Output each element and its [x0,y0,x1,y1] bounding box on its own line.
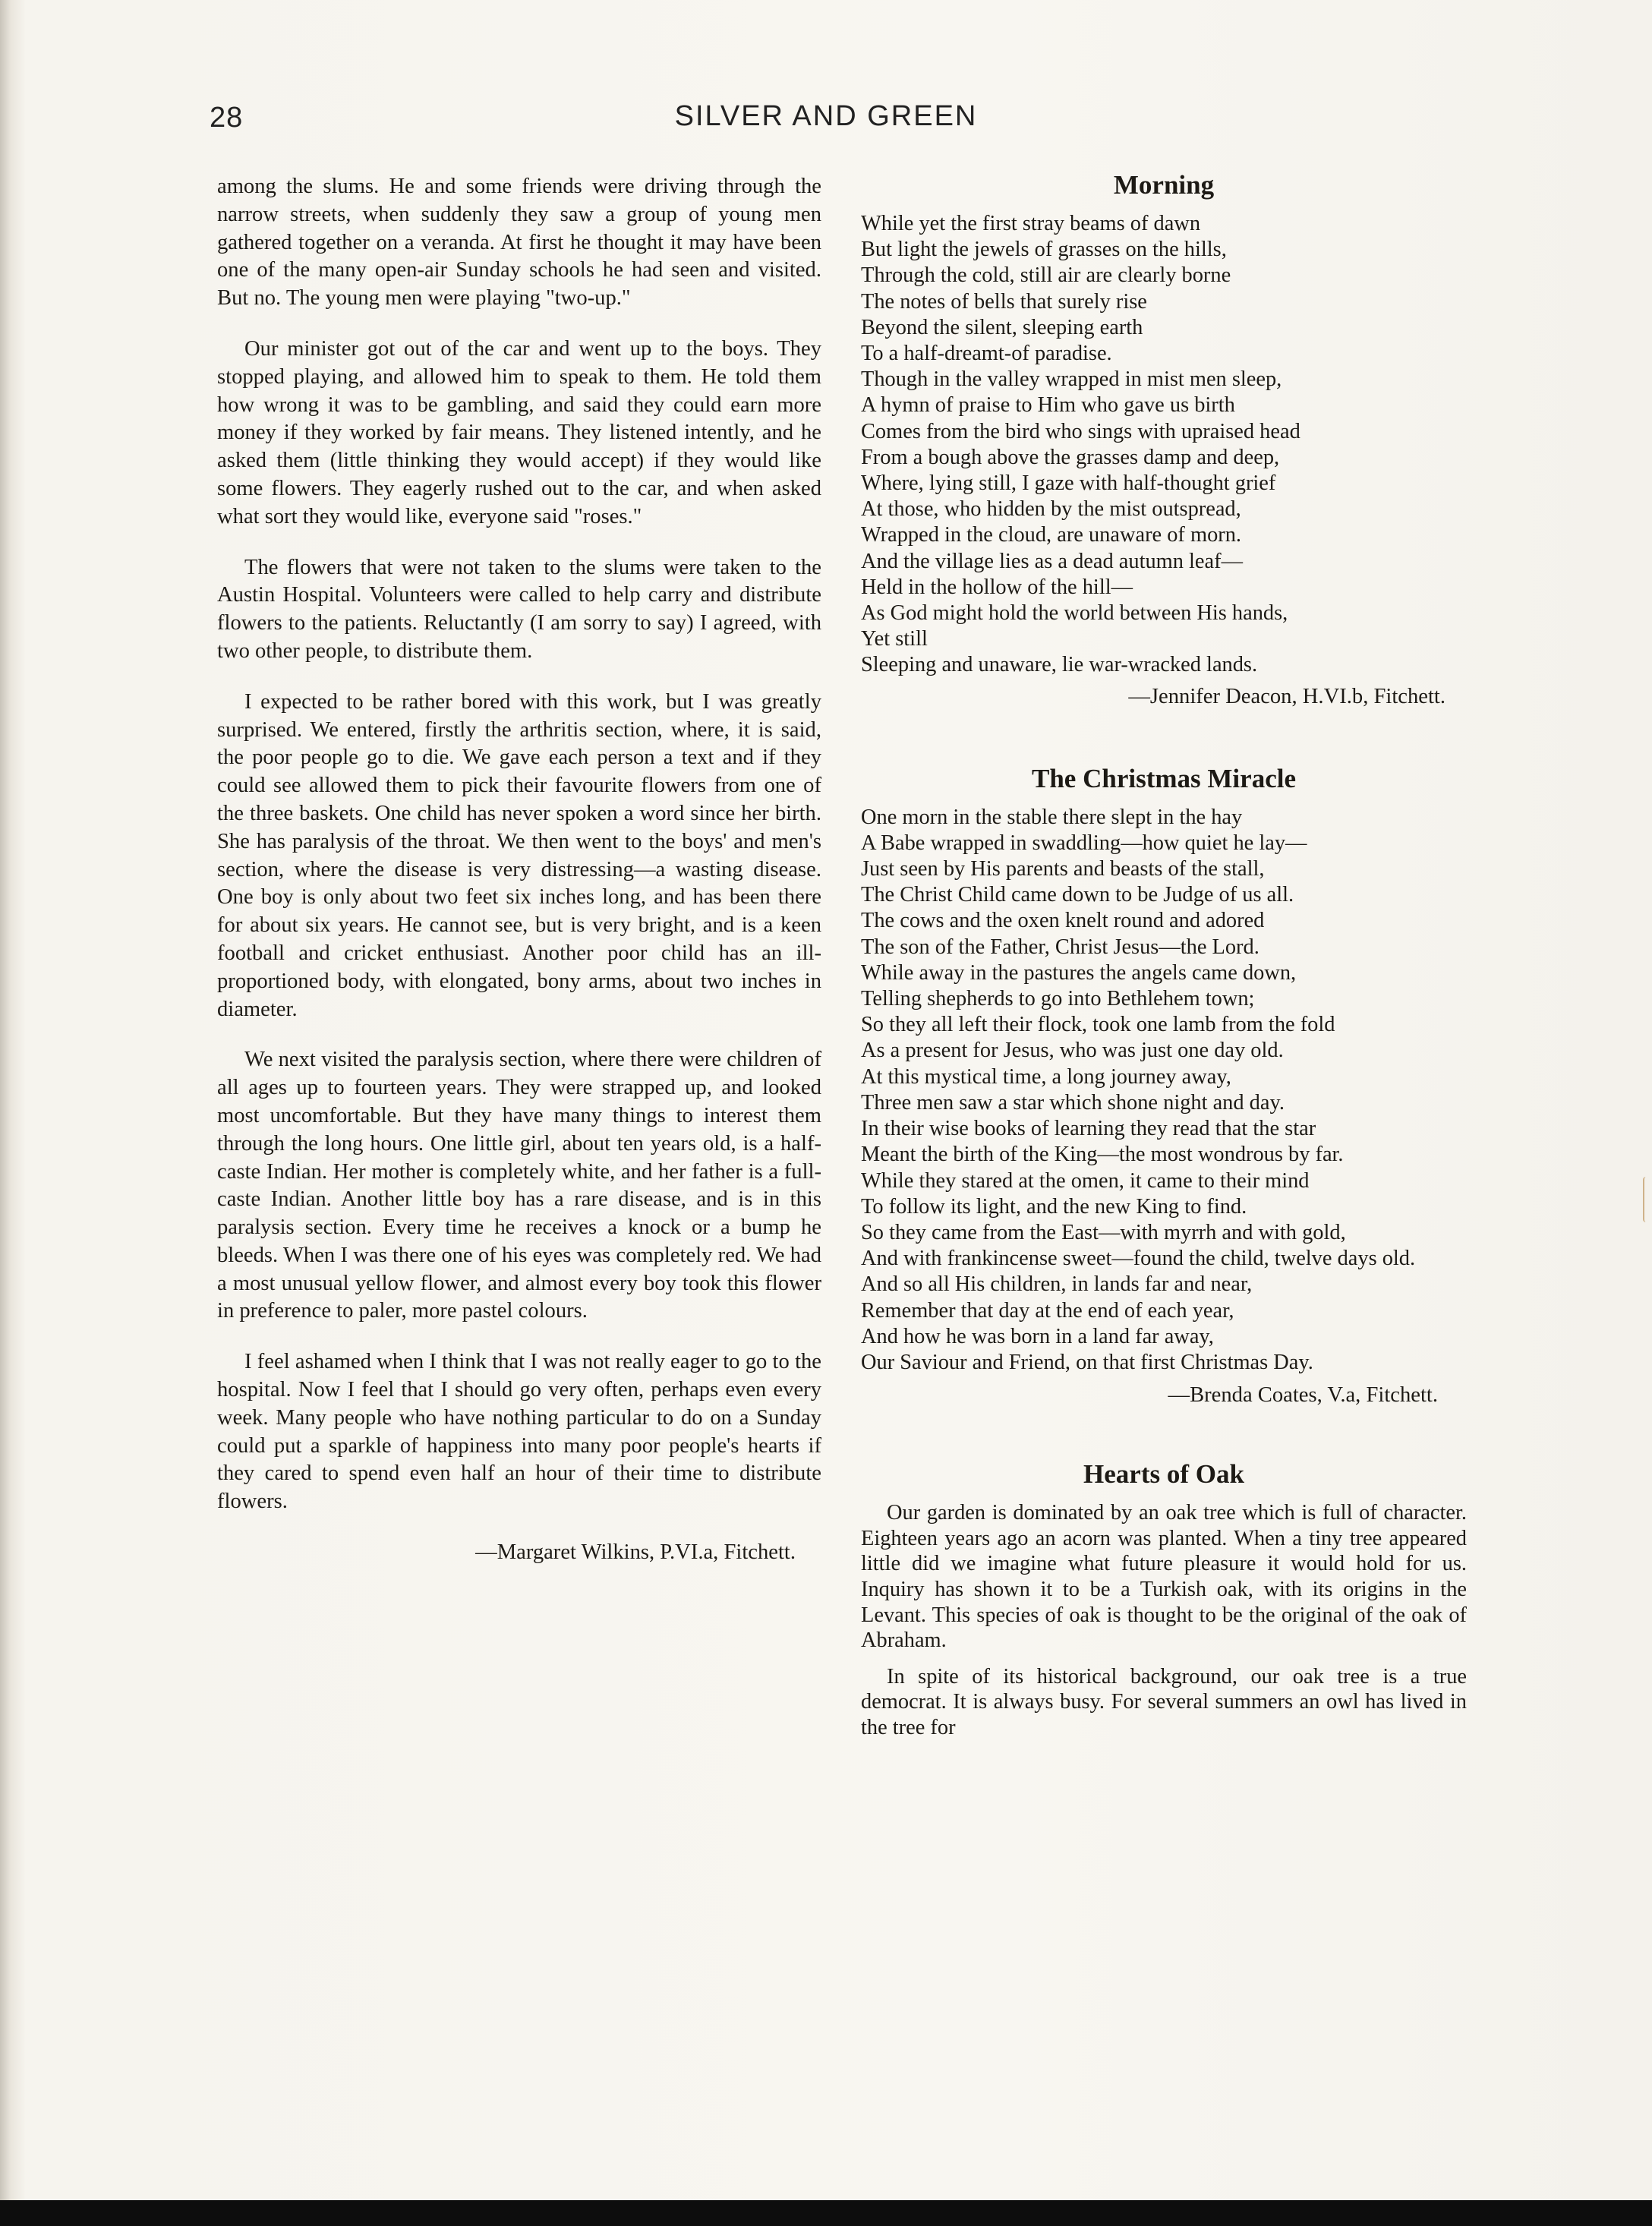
poem-line: To follow its light, and the new King to find. [861,1194,1247,1219]
poem-line: In their wise books of learning they read that the star [861,1117,1316,1141]
poem-line: And the village lies as a dead autumn leaf— [861,549,1243,573]
article-paragraph: In spite of its historical background, our oak tree is a true democrat. It is always busy. For several summers an owl has lived in the tree for [861,1664,1467,1739]
poem-line: The son of the Father, Christ Jesus—the Lord. [861,935,1259,959]
poem-line: Sleeping and unaware, lie war-wracked lands. [861,653,1258,677]
poem-line: Beyond the silent, sleeping earth [861,315,1143,339]
poem-line: So they came from the East—with myrrh and with gold, [861,1220,1346,1244]
christmas-miracle-section [861,762,1467,1409]
christmas-miracle-title: The Christmas Miracle [1032,763,1296,793]
poem-line: While away in the pastures the angels came down, [861,960,1297,985]
poem-line: The cows and the oxen knelt round and adored [861,909,1265,933]
article-paragraph: I feel ashamed when I think that I was not really eager to go to the hospital. Now I feel that I should go very often, perhaps even every week. Many people who have nothing particular to do on a Sunday could put a sparkle of happiness into many poor people's hearts if they cared to spend even half an hour of their time to distribute flowers. [217,1350,821,1514]
poem-line: A hymn of praise to Him who gave us birth [861,393,1235,418]
article-paragraph: Our garden is dominated by an oak tree which is full of character. Eighteen years ago an acorn was planted. When a tiny tree appeared little did we imagine what future pleasure it would hold for us. Inquiry has shown it to be a Turkish oak, with its origins in the Levant. This species of oak is thought to be the original of the oak of Abraham. [861,1501,1467,1653]
poem-line: A Babe wrapped in swaddling—how quiet he lay— [861,831,1307,855]
hearts-of-oak-body [861,1500,1467,1740]
poem-line: At this mystical time, a long journey away, [861,1064,1231,1089]
poem-line: As God might hold the world between His hands, [861,601,1288,626]
morning-title: Morning [1113,170,1215,200]
poem-line: Our Saviour and Friend, on that first Christmas Day. [861,1350,1313,1374]
article-paragraph: among the slums. He and some friends were driving through the narrow streets, when suddenly they saw a group of young men gathered together on a veranda. At first he thought it may have been one of the many open-air Sunday schools he had seen and visited. But no. The young men were playing "two-up." [217,175,821,311]
left-column-article [217,173,821,1566]
poem-line: And so all His children, in lands far and near, [861,1272,1253,1297]
poem-line: Where, lying still, I gaze with half-thought grief [861,471,1276,496]
poem-line: As a present for Jesus, who was just one day old. [861,1039,1284,1063]
poem-line: Though in the valley wrapped in mist men sleep, [861,367,1282,392]
poem-line: From a bough above the grasses damp and deep, [861,445,1280,469]
morning-section [861,169,1467,711]
poem-line: Held in the hollow of the hill— [861,575,1133,599]
scan-bottom-border [0,2200,1652,2226]
poem-line: Meant the birth of the King—the most wondrous by far. [861,1143,1344,1167]
poem-line: Through the cold, still air are clearly borne [861,263,1231,288]
poem-line: Telling shepherds to go into Bethlehem town; [861,987,1255,1011]
poem-line: Three men saw a star which shone night and day. [861,1090,1285,1115]
article-paragraph: I expected to be rather bored with this work, but I was greatly surprised. We entered, firstly the arthritis section, where, it is said, the poor people go to die. We gave each person a text and if they could see allowed them to pick their favourite flowers from one of the three baskets. One child has never spoken a word since her birth. She has paralysis of the throat. We then went to the boys' and men's section, where the disease is very distressing—a wasting disease. One boy is only about two feet six inches long, and has been there for about six years. He cannot see, but is very bright, and is a keen football and cricket enthusiast. Another poor child has an ill-proportioned body, with elongated, bony arms, about two inches in diameter. [217,689,821,1021]
poem-line: While yet the first stray beams of dawn [861,212,1201,235]
poem-line: While they stared at the omen, it came to their mind [861,1168,1310,1193]
poem-line: Wrapped in the cloud, are unaware of morn. [861,523,1242,547]
poem-line: And with frankincense sweet—found the child, twelve days old. [861,1247,1416,1271]
poem-line: But light the jewels of grasses on the hills, [861,238,1227,262]
poem-line: The notes of bells that surely rise [861,289,1147,314]
page-edge-mark [1643,1177,1649,1222]
christmas-miracle-signature: —Brenda Coates, V.a, Fitchett. [1168,1383,1438,1408]
poem-line: At those, who hidden by the mist outspread, [861,497,1241,522]
poem-line: Comes from the bird who sings with upraised head [861,419,1300,443]
morning-poem [861,211,1467,679]
right-column [861,169,1467,1751]
page-number: 28 [210,102,244,134]
page-header [0,97,1652,143]
article-signature: —Margaret Wilkins, P.VI.a, Fitchett. [475,1540,796,1565]
poem-line: Yet still [861,627,928,651]
poem-line: Just seen by His parents and beasts of the stall, [861,857,1265,881]
article-paragraph: Our minister got out of the car and went up to the boys. They stopped playing, and allowed him to speak to them. He told them how wrong it was to be gambling, and said they could earn more money if they worked by fair means. They listened intently, and he asked them (little thinking they would accept) if they would like some flowers. They eagerly rushed out to the car, and when asked what sort they would like, everyone said "roses." [217,336,821,528]
poem-line: So they all left their flock, took one lamb from the fold [861,1013,1335,1037]
christmas-miracle-poem [861,805,1467,1376]
morning-signature: —Jennifer Deacon, H.VI.b, Fitchett. [1128,684,1446,708]
running-title: SILVER AND GREEN [674,100,978,132]
article-paragraph: The flowers that were not taken to the slums were taken to the Austin Hospital. Volunteers were called to help carry and distribute flowers to the patients. Reluctantly (I am sorry to say) I agreed, with two other people, to distribute them. [217,555,821,663]
poem-line: To a half-dreamt-of paradise. [861,342,1112,366]
poem-line: The Christ Child came down to be Judge of us all. [861,883,1294,907]
poem-line: One morn in the stable there slept in the hay [861,805,1243,829]
article-paragraph: We next visited the paralysis section, where there were children of all ages up to fourteen years. They were strapped up, and looked most uncomfortable. But they have many things to interest them through the long hours. One little girl, about ten years old, is a half-caste Indian. Her mother is completely white, and her father is a full-caste Indian. Another little boy has a rare disease, and is in this paralysis section. Every time he receives a knock or a bump he bleeds. When I was there one of his eyes was completely red. We had a most unusual yellow flower, and almost every boy took this flower in preference to paler, more pastel colours. [217,1048,821,1323]
poem-line: Remember that day at the end of each year, [861,1298,1234,1323]
poem-line: And how he was born in a land far away, [861,1324,1214,1348]
hearts-of-oak-title: Hearts of Oak [1083,1459,1244,1490]
hearts-of-oak-section [861,1458,1467,1740]
